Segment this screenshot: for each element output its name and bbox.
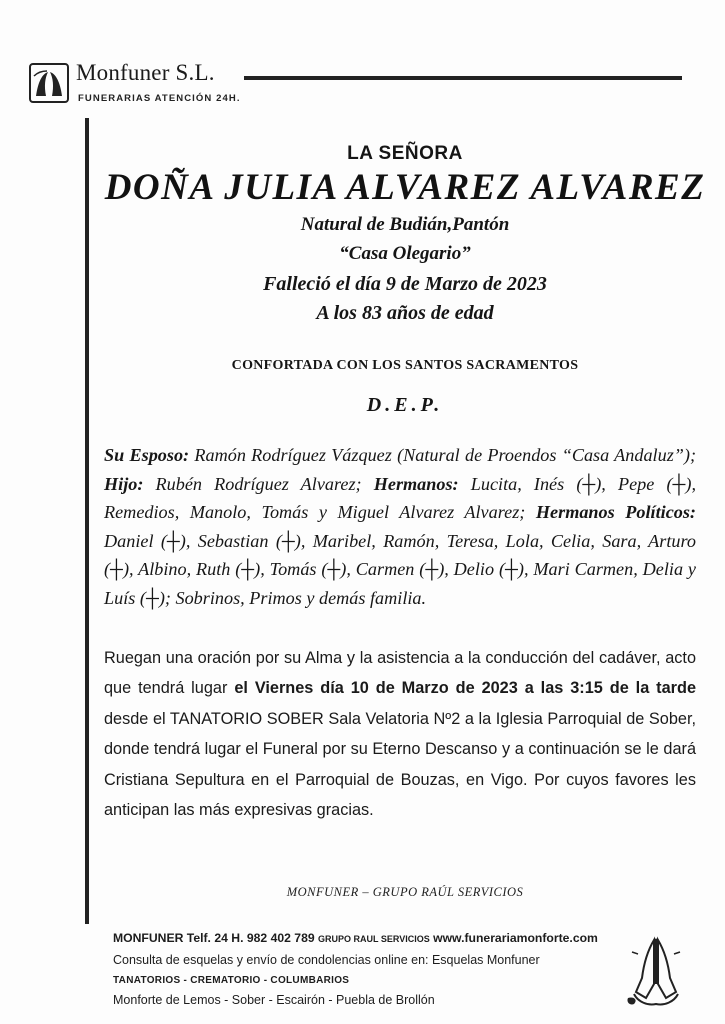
- services-line: TANATORIOS - CREMATORIO - COLUMBARIOS: [113, 975, 350, 986]
- ceremony-details: desde el TANATORIO SOBER Sala Velatoria Nº2 a la Iglesia Parroquial de Sober, donde tendrá lugar el Funeral por su Eterno Descanso y a continuación se le dará Cristiana Sepultura en el Parroquial de Bouzas, en Vigo. Por cuyos favores les anticipan las más expresivas gracias.: [104, 709, 696, 820]
- ceremony-time: el Viernes día 10 de Marzo de 2023 a las 3:15 de la tarde: [234, 679, 696, 698]
- group-small-text: GRUPO RAUL SERVICIOS: [318, 934, 430, 944]
- online-condolences-line: Consulta de esquelas y envío de condolencias online en: Esquelas Monfuner: [113, 953, 540, 967]
- family-paragraph: [104, 441, 696, 613]
- brand-tagline: FUNERARIAS ATENCIÓN 24H.: [78, 93, 241, 104]
- siblings-label: Hermanos:: [373, 473, 459, 494]
- brand-name: Monfuner S.L.: [76, 60, 215, 85]
- deceased-origin: Natural de Budián,Pantón: [300, 214, 510, 235]
- praying-hands-icon: [624, 932, 688, 1010]
- monfuner-logo-icon: [28, 62, 70, 104]
- header-divider: [244, 76, 682, 80]
- website-link[interactable]: www.funerariamonforte.com: [433, 931, 598, 945]
- dep-line: D.E.P.: [366, 394, 444, 416]
- son-text: Rubén Rodríguez Alvarez;: [143, 473, 374, 494]
- spouse-label: Su Esposo:: [104, 445, 190, 465]
- siblings-text: Lucita, Inés (┼), Pepe (┼), Remedios, Manolo, Tomás y Miguel Alvarez Alvarez;: [104, 473, 696, 523]
- ceremony-paragraph: [104, 643, 696, 825]
- group-signature: MONFUNER – GRUPO RAÚL SERVICIOS: [286, 885, 524, 899]
- locations-line: Monforte de Lemos - Sober - Escairón - Puebla de Brollón: [113, 993, 435, 1007]
- deceased-age: A los 83 años de edad: [316, 302, 494, 324]
- in-laws-label: Hermanos Políticos:: [535, 502, 696, 523]
- ceremony-intro: Ruegan una oración por su Alma y la asistencia a la conducción del cadáver, acto que tendrá lugar: [104, 649, 696, 698]
- death-date: Falleció el día 9 de Marzo de 2023: [263, 273, 547, 295]
- sacraments-line: CONFORTADA CON LOS SANTOS SACRAMENTOS: [231, 358, 579, 373]
- phone-text: MONFUNER Telf. 24 H. 982 402 789: [113, 931, 315, 945]
- side-divider: [85, 118, 89, 924]
- deceased-house: “Casa Olegario”: [339, 243, 471, 264]
- son-label: Hijo:: [104, 473, 144, 494]
- notice-title: LA SEÑORA: [347, 143, 463, 164]
- spouse-text: Ramón Rodríguez Vázquez (Natural de Proendos “Casa Andaluz”);: [189, 445, 697, 465]
- contact-line: [113, 931, 598, 945]
- in-laws-text: Daniel (┼), Sebastian (┼), Maribel, Ramón, Teresa, Lola, Celia, Sara, Arturo (┼), Albino, Ruth (┼), Tomás (┼), Carmen (┼), Delio (┼), Mari Carmen, Delia y Luís (┼); Sobrinos, Primos y demás familia.: [104, 530, 696, 608]
- deceased-name: DOÑA JULIA ALVAREZ ALVAREZ: [104, 167, 706, 208]
